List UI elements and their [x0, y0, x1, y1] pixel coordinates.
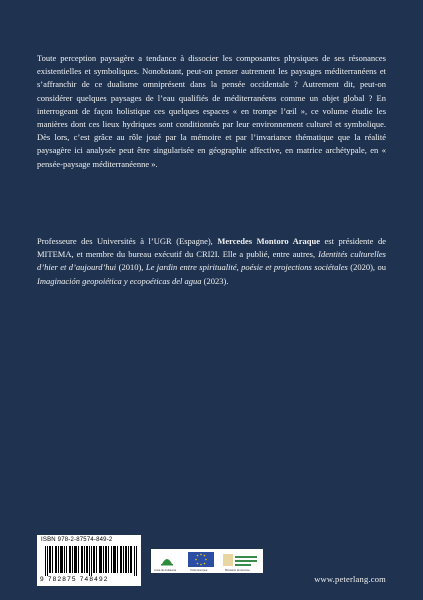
work-title-1: Identités culturelles d’hier et d’aujourd’hui — [37, 249, 386, 273]
work-year-2: (2020), ou — [347, 262, 386, 273]
junta-andalucia-logo-icon — [154, 552, 180, 570]
junta-caption: Junta de Andalucía — [154, 569, 177, 572]
work-title-3: Imaginación geopoiética y ecopoéticas del agua — [37, 275, 202, 286]
author-bio — [37, 235, 386, 288]
publisher-website[interactable]: www.peterlang.com — [314, 574, 386, 584]
abstract-paragraph — [37, 52, 386, 171]
work-year-1: (2010), — [116, 262, 146, 273]
work-year-3: (2023). — [201, 275, 229, 286]
bio-intro: Professeure des Universités à l’UGR (Espagne), — [37, 236, 218, 246]
abstract-text: Toute perception paysagère a tendance à dissocier les composantes physiques de ses résonances existentielles et symboliques. Nonobstant, peut-on penser autrement les paysages méditerranéens et s’affranchir de ce dualisme omniprésent dans la pensée occidentale ? Autrement dit, peut-on considérer quelques paysages de l’eau qualifiés de méditerranéens comme un objet global ? En interrogeant de façon holistique ces quelques espaces « en trompe l’œil », ce volume étudie les manières dont ces lieux hydriques sont conditionnés par leur environnement culturel et symbolique. Dès lors, c’est grâce au rôle joué par la mémoire et par l’invariance thématique que la réalité paysagère ici analysée peut être singularisée en géographie affective, en matrice archétypale, en « pensée-paysage méditerranéenne ». — [37, 53, 386, 169]
ministry-logo-icon — [223, 552, 259, 570]
author-name: Mercedes Montoro Araque — [217, 236, 321, 246]
isbn-label: ISBN 978-2-87574-849-2 — [41, 537, 113, 543]
barcode-icon — [45, 546, 137, 576]
bio-middle: est présidente de MITEMA, et membre du bureau exécutif du CRI2I. Elle a publié, entre autres, — [37, 236, 386, 260]
ministry-caption: Ministerio de Asuntos — [225, 569, 250, 572]
eu-caption: Unión Europea — [190, 569, 208, 572]
eu-flag-icon — [184, 552, 218, 570]
barcode-digits: 9 782875 748492 — [40, 576, 109, 583]
bio-text — [37, 235, 386, 288]
funding-logos — [151, 549, 263, 573]
isbn-barcode-block — [37, 535, 141, 586]
work-title-2: Le jardin entre spiritualité, poésie et projections sociétales — [145, 262, 348, 273]
